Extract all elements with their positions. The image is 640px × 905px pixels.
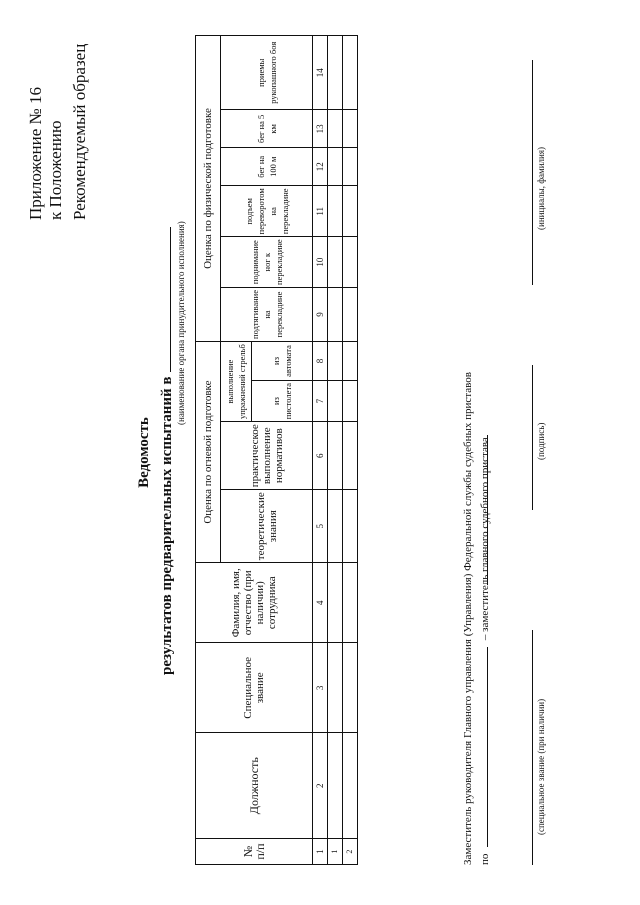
column-number-row — [313, 36, 328, 865]
col-header-hand-to-hand: приемы рукопашного боя — [221, 36, 313, 111]
table-cell — [328, 380, 343, 421]
col-number: 12 — [313, 148, 328, 186]
col-header-position: Должность — [196, 733, 313, 839]
table-cell — [328, 643, 343, 733]
col-header-rifle: из автомата — [252, 341, 313, 380]
table-cell — [343, 643, 358, 733]
table-cell — [343, 422, 358, 490]
col-header-fire-practice: практическое выполнение нормативов — [221, 422, 313, 490]
document-subtitle — [156, 227, 176, 675]
table-cell — [328, 237, 343, 288]
table-cell — [328, 148, 343, 186]
name-caption: (инициалы, фамилия) — [536, 147, 546, 230]
table-cell — [343, 341, 358, 380]
subtitle-text: результатов предварительных испытаний в — [159, 376, 175, 675]
appendix-line-1: Приложение № 16 — [26, 87, 45, 220]
col-number: 4 — [313, 563, 328, 643]
col-number: 3 — [313, 643, 328, 733]
col-number: 5 — [313, 490, 328, 563]
table-cell — [328, 288, 343, 342]
appendix-line-2: к Положению — [46, 120, 65, 220]
region-suffix: – заместитель главного судебного пристава — [479, 437, 491, 641]
table-cell — [343, 563, 358, 643]
table-cell — [343, 186, 358, 237]
signatory-title: Заместитель руководителя Главного управления (Управления) Федеральной службы судебных приставов — [462, 372, 474, 865]
document-title: Ведомость — [136, 417, 152, 488]
col-number: 6 — [313, 422, 328, 490]
row-number: 1 — [328, 839, 343, 865]
col-header-legs: поднимание ног к перекладине — [221, 237, 313, 288]
table-cell — [328, 341, 343, 380]
region-extra-line — [477, 435, 488, 585]
col-number: 13 — [313, 110, 328, 148]
table-row — [343, 36, 358, 865]
table-cell — [328, 36, 343, 111]
col-number: 2 — [313, 733, 328, 839]
rank-caption: (специальное звание (при наличии) — [536, 698, 546, 835]
header-row-groups — [196, 36, 221, 865]
table-cell — [328, 110, 343, 148]
table-cell — [343, 237, 358, 288]
col-number: 14 — [313, 36, 328, 111]
table-cell — [328, 186, 343, 237]
col-number: 10 — [313, 237, 328, 288]
col-header-100m: бег на 100 м — [221, 148, 313, 186]
table-cell — [328, 733, 343, 839]
col-number: 8 — [313, 341, 328, 380]
group-header-physical: Оценка по физической подготовке — [196, 36, 221, 342]
rank-signature-line — [532, 630, 533, 865]
organ-caption: (наименование органа принудительного исполнения) — [176, 221, 186, 425]
table-cell — [328, 490, 343, 563]
table-cell — [343, 36, 358, 111]
signature-line — [532, 365, 533, 510]
col-header-pistol: из пистолета — [252, 380, 313, 421]
signature-caption: (подпись) — [536, 422, 546, 460]
table-cell — [343, 148, 358, 186]
table-cell — [328, 422, 343, 490]
col-number: 9 — [313, 288, 328, 342]
col-number: 11 — [313, 186, 328, 237]
table-cell — [343, 733, 358, 839]
name-signature-line — [532, 60, 533, 285]
recommended-sample-label: Рекомендуемый образец — [70, 43, 89, 220]
appendix-heading — [26, 87, 66, 220]
organ-fill-line — [156, 227, 171, 372]
col-number: 7 — [313, 380, 328, 421]
table-cell — [343, 380, 358, 421]
table-row — [328, 36, 343, 865]
row-number: 2 — [343, 839, 358, 865]
table-cell — [343, 110, 358, 148]
col-number: 1 — [313, 839, 328, 865]
col-header-flip: подъем переворотом на перекладине — [221, 186, 313, 237]
col-header-rank: Специальное звание — [196, 643, 313, 733]
col-header-fio: Фамилия, имя, отчество (при наличии) сотрудника — [196, 563, 313, 643]
results-table — [195, 35, 358, 865]
col-header-5km: бег на 5 км — [221, 110, 313, 148]
table-cell — [343, 288, 358, 342]
col-header-fire-theory: теоретические знания — [221, 490, 313, 563]
table-cell — [328, 563, 343, 643]
col-header-fire-shooting: выполнение упражнений стрельб — [221, 341, 252, 421]
group-header-fire: Оценка по огневой подготовке — [196, 341, 221, 562]
table-cell — [343, 490, 358, 563]
region-prefix: по — [479, 853, 491, 865]
col-header-number: № п/п — [196, 839, 313, 865]
col-header-pullup: подтягивание на перекладине — [221, 288, 313, 342]
region-fill-line — [477, 647, 488, 847]
